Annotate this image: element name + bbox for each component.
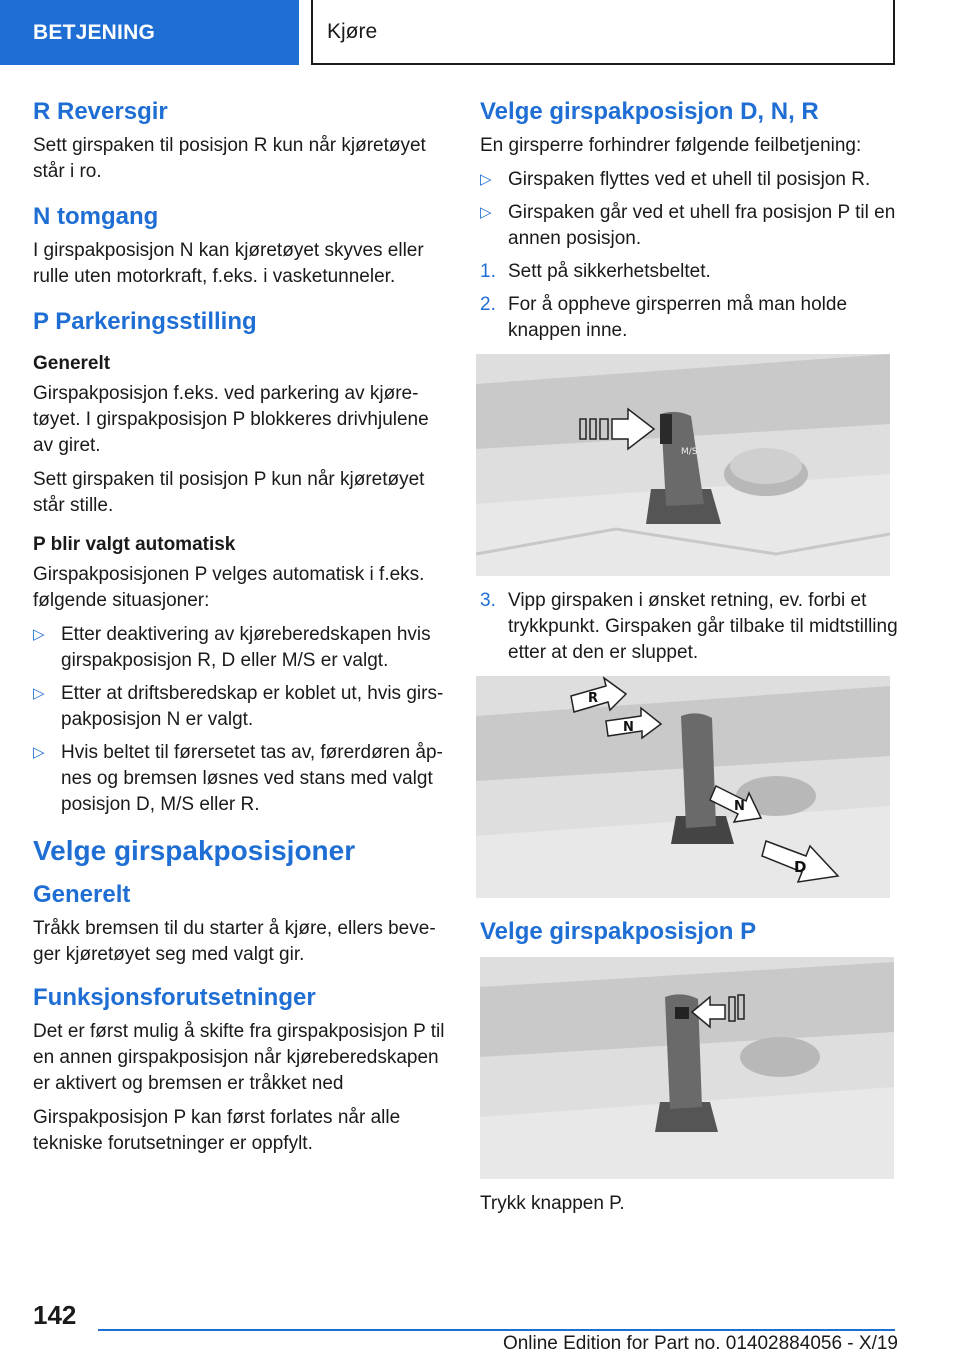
step-item — [480, 588, 898, 666]
arrow-label-n-up: N — [623, 719, 634, 735]
edition-text: Online Edition for Part no. 01402884056 - X/19 — [502, 1333, 898, 1354]
step-item — [480, 292, 898, 344]
step-text: Vipp girspaken i ønsket retning, ev. forbi et trykkpunkt. Girspaken går tilbake til midtstilling etter at den er sluppet. — [508, 589, 898, 663]
general-subheading: Generelt — [33, 353, 111, 375]
chapter-title: Kjøre — [311, 0, 895, 65]
p-heading: Velge girspakposisjon P — [480, 917, 757, 945]
list-item-text: Hvis beltet til førersetet tas av, førerdøren åpnes og bremsen løsnes ved stans med valgt posisjon D, M/S eller R. — [61, 741, 443, 815]
list-item — [33, 740, 451, 818]
step-item — [480, 259, 898, 285]
list-item-text: Etter deaktivering av kjøreberedskapen hvis girspakposisjon R, D eller M/S er valgt. — [61, 623, 431, 671]
step-number: 2. — [480, 293, 496, 315]
park-button-image — [480, 957, 894, 1179]
list-item-text: Girspaken flyttes ved et uhell til posisjon R. — [508, 168, 871, 190]
footer-divider — [98, 1329, 895, 1331]
arrow-label-d: D — [794, 857, 807, 876]
func-paragraph-2: Girspakposisjon P kan først forlates når alle tekniske forutsetninger er oppfylt. — [33, 1106, 401, 1154]
dnr-list — [480, 167, 898, 252]
list-item-text: Girspaken går ved et uhell fra posisjon P til en annen posisjon. — [508, 201, 896, 249]
section-tab: BETJENING — [0, 0, 299, 65]
step-text: For å oppheve girsperren må man holde knappen inne. — [508, 293, 848, 341]
general-paragraph-1: Girspakposisjon f.eks. ved parkering av kjøretøyet. I girspakposisjon P blokkeres drivhjulene av giret. — [33, 383, 429, 457]
list-item-text: Etter at driftsberedskap er koblet ut, hvis girspakposisjon N er valgt. — [61, 682, 444, 730]
steps-list-b — [480, 588, 898, 666]
arrow-label-n-down: N — [734, 798, 745, 814]
reverse-heading: R Reversgir — [33, 98, 168, 125]
triangle-bullet-icon: ▷ — [480, 203, 492, 221]
neutral-heading: N tomgang — [33, 202, 159, 230]
select-heading: Velge girspakposisjoner — [33, 834, 356, 866]
auto-text: Girspakposisjonen P velges automatisk i f.eks. følgende situasjoner: — [33, 563, 425, 611]
gear-direction-image — [476, 676, 890, 898]
select-general-heading: Generelt — [33, 881, 131, 909]
triangle-bullet-icon: ▷ — [480, 170, 492, 188]
select-general-text: Tråkk bremsen til du starter å kjøre, ellers beveger kjøretøyet seg med valgt gir. — [33, 918, 436, 966]
func-paragraph-1: Det er først mulig å skifte fra girspakposisjon P til en annen girspakposisjon når kjøreberedskapen er aktivert og bremsen er tråkket ned — [33, 1020, 445, 1094]
triangle-bullet-icon: ▷ — [33, 625, 45, 643]
park-heading: P Parkeringsstilling — [33, 307, 257, 335]
reverse-text: Sett girspaken til posisjon R kun når kjøretøyet står i ro. — [33, 134, 426, 182]
dnr-heading: Velge girspakposisjon D, N, R — [480, 98, 819, 125]
gear-selector-unlock-image — [476, 354, 890, 576]
auto-list — [33, 622, 451, 818]
general-paragraph-2: Sett girspaken til posisjon P kun når kjøretøyet står stille. — [33, 469, 425, 517]
list-item — [480, 167, 898, 193]
steps-list-a — [480, 259, 898, 344]
p-button — [675, 1007, 689, 1019]
auto-subheading: P blir valgt automatisk — [33, 534, 236, 556]
gear-lever — [681, 713, 716, 828]
func-heading: Funksjonsforutsetninger — [33, 984, 316, 1012]
list-item — [480, 200, 898, 252]
step-text: Sett på sikkerhetsbeltet. — [508, 260, 711, 282]
right-column — [480, 98, 898, 1225]
p-caption: Trykk knappen P. — [480, 1192, 625, 1214]
arrow-label-r: R — [588, 690, 599, 706]
dnr-intro: En girsperre forhindrer følgende feilbetjening: — [480, 134, 862, 156]
page-number: 142 — [33, 1300, 77, 1330]
triangle-bullet-icon: ▷ — [33, 684, 45, 702]
left-column — [33, 98, 451, 1165]
step-number: 3. — [480, 589, 496, 611]
svg-text:M/S: M/S — [681, 446, 698, 457]
neutral-text: I girspakposisjon N kan kjøretøyet skyves eller rulle uten motorkraft, f.eks. i vasketunneler. — [33, 239, 424, 287]
triangle-bullet-icon: ▷ — [33, 743, 45, 761]
list-item — [33, 681, 451, 733]
step-number: 1. — [480, 260, 496, 282]
list-item — [33, 622, 451, 674]
